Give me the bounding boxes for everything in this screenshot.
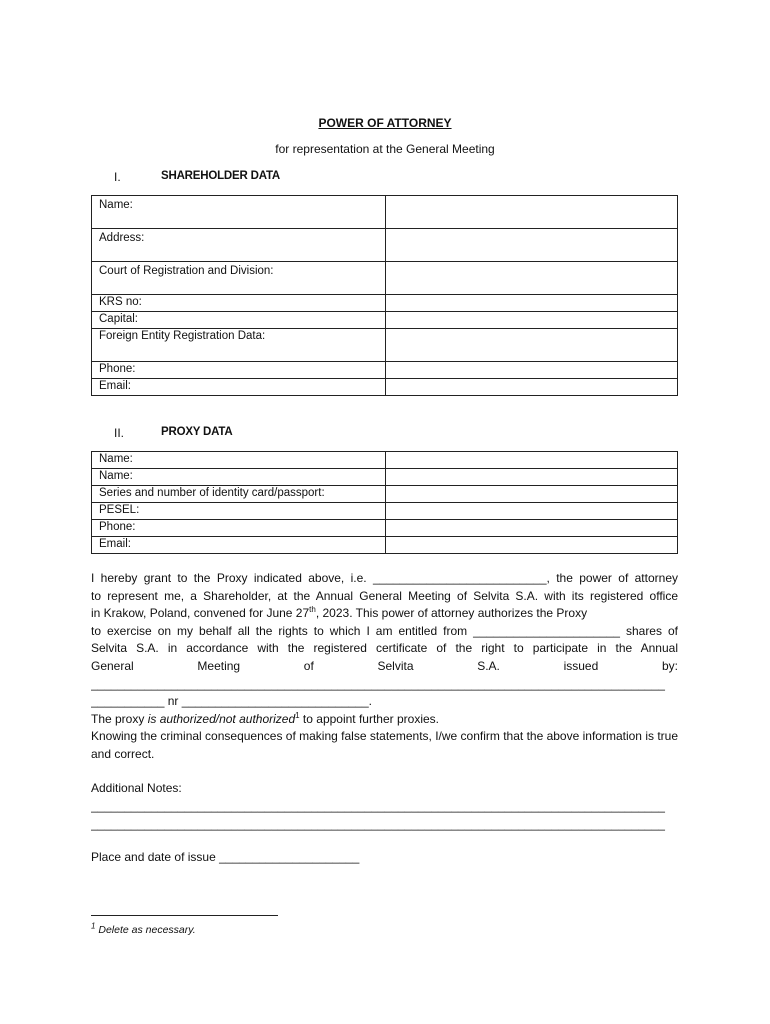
proxy-label-name: Name: [92, 452, 386, 469]
row-value-phone[interactable] [386, 362, 678, 379]
section2-title: PROXY DATA [161, 426, 233, 438]
section2-number: II. [114, 426, 125, 440]
proxy-name-blank[interactable]: __________________________ [372, 571, 547, 585]
line4-prefix: to exercise on my behalf all the rights to which I am entitled from [91, 623, 474, 638]
row-value-krs[interactable] [386, 295, 678, 312]
footnote-number: 1 [91, 921, 96, 931]
proxy-label-email: Email: [92, 537, 386, 554]
table-row [92, 196, 678, 229]
grant-line-5: Selvita S.A. in accordance with the registered certificate of the right to participate in the Annual [91, 641, 678, 656]
proxy-value-id-card[interactable] [386, 486, 678, 503]
proxy-data-table [91, 451, 678, 554]
table-row [92, 362, 678, 379]
shares-blank[interactable]: ______________________ [473, 623, 620, 638]
grant-line-2: to represent me, a Shareholder, at the Annual General Meeting of Selvita S.A. with its registered office [91, 588, 678, 603]
table-row [92, 262, 678, 295]
table-row [92, 486, 678, 503]
row-label-foreign-entity: Foreign Entity Registration Data: [92, 329, 386, 362]
document-subtitle: for representation at the General Meeting [275, 142, 495, 156]
table-row [92, 452, 678, 469]
shareholder-data-table [91, 195, 678, 396]
grant-line-6: General Meeting of Selvita S.A. issued by: [91, 658, 678, 673]
proxy-label-name-2: Name: [92, 469, 386, 486]
row-value-capital[interactable] [386, 312, 678, 329]
table-row [92, 520, 678, 537]
certificate-number-line [91, 693, 678, 711]
line4-suffix: shares of [619, 623, 678, 638]
footnote-ref: 1 [295, 710, 300, 720]
row-label-capital: Capital: [92, 312, 386, 329]
footnote [91, 921, 196, 936]
further-proxies-line [91, 711, 678, 729]
table-row [92, 229, 678, 262]
document-title: POWER OF ATTORNEY [318, 116, 452, 130]
row-label-phone: Phone: [92, 362, 386, 379]
section1-title: SHAREHOLDER DATA [161, 170, 281, 182]
table-row [92, 295, 678, 312]
proxy-value-name[interactable] [386, 452, 678, 469]
place-date-blank[interactable]: _____________________ [219, 850, 360, 864]
proxy-label-id-card: Series and number of identity card/passport: [92, 486, 386, 503]
row-label-name: Name: [92, 196, 386, 229]
row-label-krs: KRS no: [92, 295, 386, 312]
proxy-value-email[interactable] [386, 537, 678, 554]
proxy-suffix: to appoint further proxies. [299, 711, 440, 726]
grant-line-1 [91, 570, 678, 588]
proxy-value-pesel[interactable] [386, 503, 678, 520]
table-row [92, 329, 678, 362]
table-row [92, 312, 678, 329]
line3-prefix: in Krakow, Poland, convened for June 27 [91, 606, 310, 621]
row-value-email[interactable] [386, 379, 678, 396]
grant-line-3 [91, 605, 678, 623]
footnote-divider [91, 915, 278, 916]
declaration-text: Knowing the criminal consequences of making false statements, I/we confirm that the above information is true and correct. [91, 729, 678, 761]
authorized-choice: is authorized/not authorized [147, 711, 296, 726]
grant-suffix: , the power of attorney [546, 571, 678, 585]
cert-blank-a[interactable]: ___________ [91, 694, 165, 709]
cert-end: . [368, 694, 372, 709]
grant-prefix: I hereby grant to the Proxy indicated above, i.e. [91, 571, 373, 585]
footnote-text: Delete as necessary. [95, 924, 196, 936]
section1-number: I. [114, 170, 121, 184]
cert-nr-label: nr [164, 694, 182, 709]
table-row [92, 379, 678, 396]
proxy-prefix: The proxy [91, 711, 148, 726]
line3-sup: th [309, 605, 316, 615]
notes-line-2[interactable]: ______________________________________________________________________________________ [91, 817, 665, 831]
proxy-label-phone: Phone: [92, 520, 386, 537]
row-value-address[interactable] [386, 229, 678, 262]
line3-suffix: , 2023. This power of attorney authorizes the Proxy [315, 606, 588, 621]
row-value-foreign-entity[interactable] [386, 329, 678, 362]
cert-blank-b[interactable]: ____________________________ [181, 694, 369, 709]
place-date-line [91, 849, 678, 867]
table-row [92, 469, 678, 486]
notes-line-1[interactable]: ______________________________________________________________________________________ [91, 799, 665, 813]
issuer-blank[interactable]: ______________________________________________________________________________________ [91, 676, 665, 691]
row-label-email: Email: [92, 379, 386, 396]
row-label-court: Court of Registration and Division: [92, 262, 386, 295]
grant-line-4 [91, 623, 678, 641]
row-value-name[interactable] [386, 196, 678, 229]
place-date-label: Place and date of issue [91, 850, 220, 864]
row-value-court[interactable] [386, 262, 678, 295]
additional-notes-label: Additional Notes: [91, 781, 182, 795]
table-row [92, 537, 678, 554]
grant-paragraph [91, 570, 678, 764]
proxy-label-pesel: PESEL: [92, 503, 386, 520]
proxy-value-name-2[interactable] [386, 469, 678, 486]
table-row [92, 503, 678, 520]
row-label-address: Address: [92, 229, 386, 262]
proxy-value-phone[interactable] [386, 520, 678, 537]
